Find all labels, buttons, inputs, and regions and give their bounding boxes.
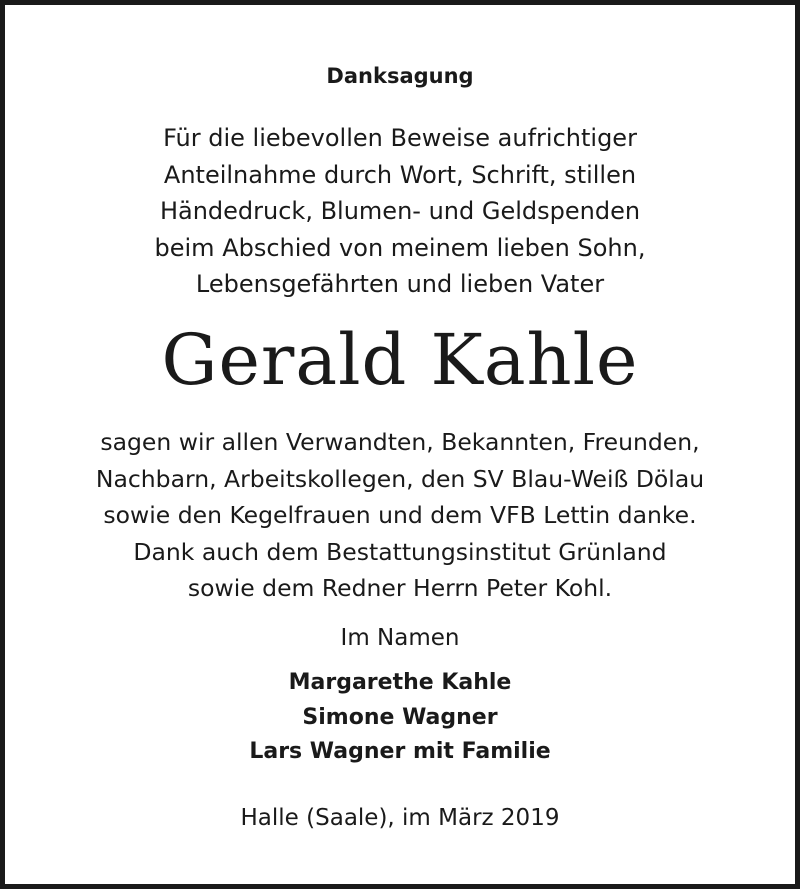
intro-line: Für die liebevollen Beweise aufrichtiger xyxy=(163,124,637,152)
thanks-line: sagen wir allen Verwandten, Bekannten, Freunden, xyxy=(100,428,700,456)
deceased-name: Gerald Kahle xyxy=(161,319,639,401)
intro-line: beim Abschied von meinem lieben Sohn, xyxy=(154,233,646,262)
thanks-line: Dank auch dem Bestattungsinstitut Grünland xyxy=(133,537,667,566)
intro-line: Anteilnahme durch Wort, Schrift, stillen xyxy=(163,160,637,189)
thanks-text xyxy=(0,424,800,607)
place-date: Halle (Saale), im März 2019 xyxy=(240,805,560,831)
thanks-line: sowie den Kegelfrauen und dem VFB Lettin danke. xyxy=(103,501,697,529)
intro-line: Lebensgefährten und lieben Vater xyxy=(195,270,605,298)
intro-line: Händedruck, Blumen- und Geldspenden xyxy=(159,197,641,225)
signatories xyxy=(0,666,800,770)
intro-text xyxy=(0,120,800,303)
signatory-name: Simone Wagner xyxy=(302,704,498,730)
signature-intro: Im Namen xyxy=(340,625,460,651)
thanks-line: Nachbarn, Arbeitskollegen, den SV Blau-Weiß Dölau xyxy=(95,464,705,493)
signatory-name: Lars Wagner mit Familie xyxy=(249,739,551,764)
signatory-name: Margarethe Kahle xyxy=(288,670,512,695)
notice-heading: Danksagung xyxy=(326,64,474,88)
thanks-line: sowie dem Redner Herrn Peter Kohl. xyxy=(187,574,613,602)
